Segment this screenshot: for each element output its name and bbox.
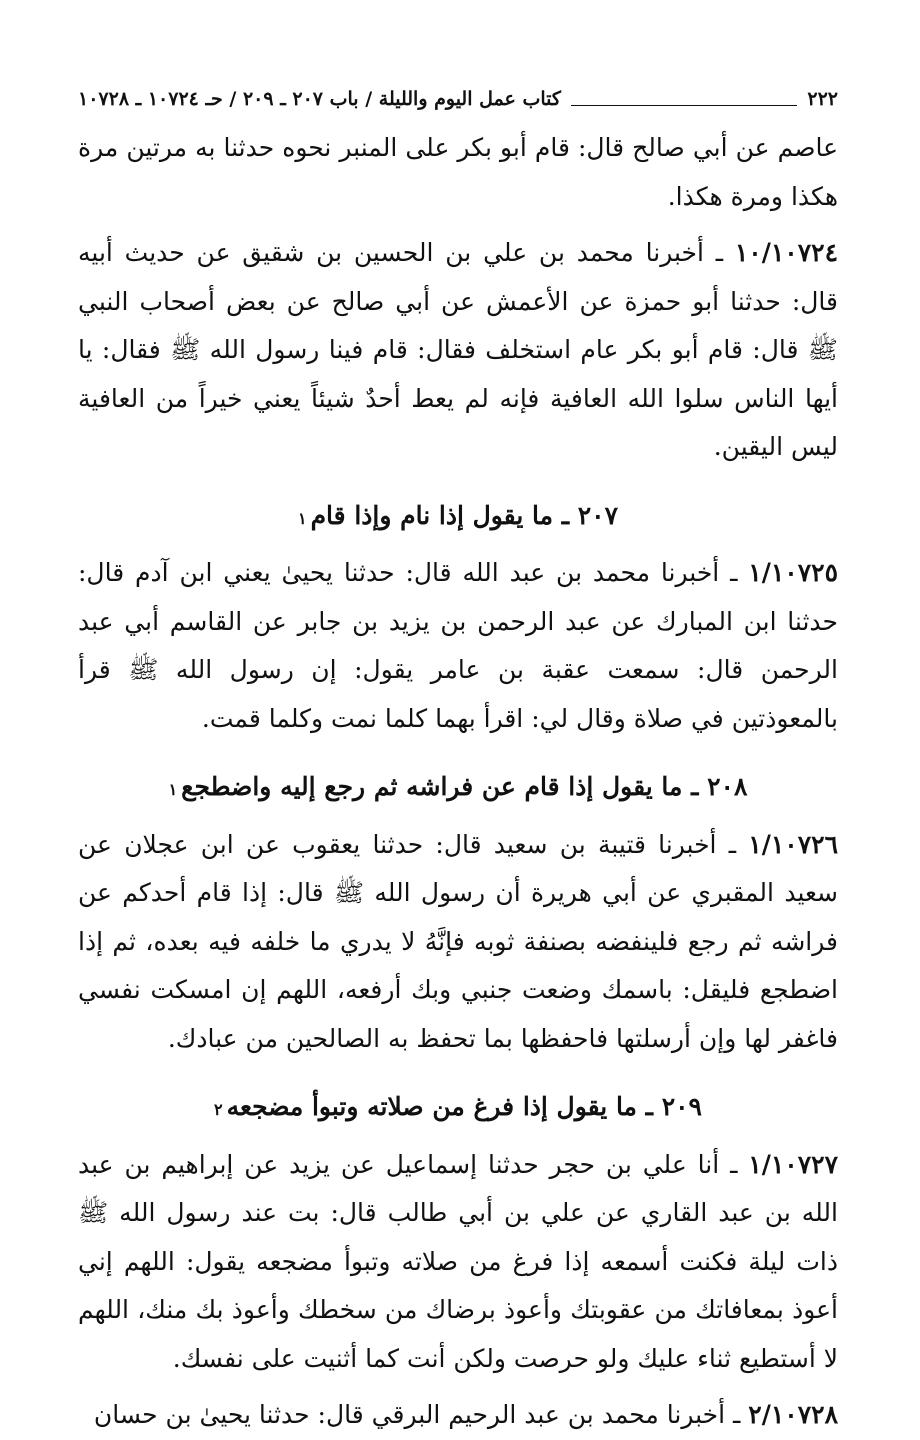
chapter-title: ٢٠٧ ـ ما يقول إذا نام وإذا قام [310, 500, 619, 530]
hadith-text: ـ أخبرنا محمد بن علي بن الحسين بن شقيق عن حديث أبيه قال: حدثنا أبو حمزة عن الأعمش عن أبي صالح عن بعض أصحاب النبي ﷺ قال: قام أبو بكر عام استخلف فقال: قام فينا رسول الله ﷺ فقال: يا أيها الناس سلوا الله العافية فإنه لم يعط أحدٌ شيئاً يعني خيراً من العافية ليس اليقين. [78, 238, 838, 461]
hadith-text: ـ أخبرنا قتيبة بن سعيد قال: حدثنا يعقوب عن ابن عجلان عن سعيد المقبري عن أبي هريرة أن رسول الله ﷺ قال: إذا قام أحدكم عن فراشه ثم رجع فلينفضه بصنفة ثوبه فإنَّهُ لا يدري ما خلفه فيه بعده، ثم إذا اضطجع فليقل: باسمك وضعت جنبي وبك أرفعه، اللهم إن امسكت نفسي فاغفر لها وإن أرسلتها فاحفظها بما تحفظ به الصالحين من عبادك. [78, 829, 838, 1053]
hadith-10728 [78, 1391, 838, 1440]
chapter-heading-207 [78, 492, 838, 544]
hadith-text: ـ أخبرنا محمد بن عبد الله قال: حدثنا يحيىٰ يعني ابن آدم قال: حدثنا ابن المبارك عن عبد الرحمن بن يزيد بن جابر عن القاسم أبي عبد الرحمن قال: سمعت عقبة بن عامر يقول: إن رسول الله ﷺ قرأ بالمعوذتين في صلاة وقال لي: اقرأ بهما كلما نمت وكلما قمت. [78, 558, 838, 733]
chapter-title: ٢٠٨ ـ ما يقول إذا قام عن فراشه ثم رجع إليه واضطجع [181, 772, 748, 801]
chapter-heading-209 [78, 1083, 838, 1135]
hadith-number: ١/١٠٧٢٦ [748, 829, 838, 859]
chapter-heading-208 [78, 763, 838, 815]
hadith-number: ١٠/١٠٧٢٤ [734, 238, 838, 267]
hadith-number: ١/١٠٧٢٥ [748, 558, 838, 587]
page-number: ٢٢٢ [807, 88, 838, 110]
footnote-marker: ٢ [214, 1100, 223, 1119]
chapter-title: ٢٠٩ ـ ما يقول إذا فرغ من صلاته وتبوأ مضجعه [226, 1092, 702, 1121]
hadith-10724 [78, 229, 838, 472]
paragraph-text: عاصم عن أبي صالح قال: قام أبو بكر على المنبر نحوه حدثنا به مرتين مرة هكذا ومرة هكذا. [78, 133, 838, 211]
hadith-number: ٢/١٠٧٢٨ [748, 1400, 838, 1429]
running-header [78, 82, 838, 116]
hadith-text: ـ أنا علي بن حجر حدثنا إسماعيل عن يزيد عن إبراهيم بن عبد الله بن عبد القاري عن علي بن أبي طالب قال: بت عند رسول الله ﷺ ذات ليلة فكنت أسمعه إذا فرغ من صلاته وتبوأ مضجعه يقول: اللهم إني أعوذ بمعافاتك من عقوبتك وأعوذ برضاك من سخطك وأعوذ بك منك، اللهم لا أستطيع ثناء عليك ولو حرصت ولكن أنت كما أثنيت على نفسك. [78, 1149, 838, 1373]
footnote-marker: ١ [168, 780, 178, 799]
header-rule [571, 105, 797, 106]
running-title: كتاب عمل اليوم والليلة / باب ٢٠٧ ـ ٢٠٩ / حـ ١٠٧٢٤ ـ ١٠٧٢٨ [78, 88, 561, 110]
footnote-marker: ١ [297, 508, 307, 528]
hadith-10725 [78, 549, 838, 743]
page-body [78, 124, 838, 1440]
hadith-10727 [78, 1141, 838, 1384]
hadith-number: ١/١٠٧٢٧ [748, 1149, 838, 1179]
hadith-10726 [78, 821, 838, 1064]
continuation-paragraph [78, 124, 838, 221]
hadith-text: ـ أخبرنا محمد بن عبد الرحيم البرقي قال: حدثنا يحيىٰ بن حسان [93, 1400, 749, 1429]
